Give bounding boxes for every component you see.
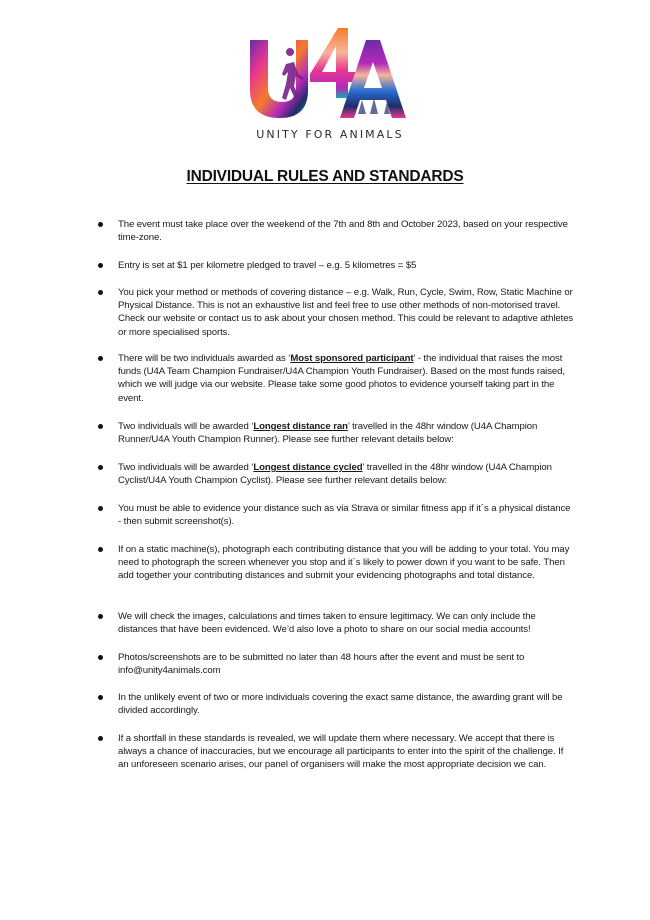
- rule-text-after: ’ travelled in the 48hr window (U4A Champion Cyclist/U4A Youth Champion Cyclist). Please see further relevant details below:: [118, 462, 552, 487]
- rule-text: You pick your method or methods of covering distance – e.g. Walk, Run, Cycle, Swim, Row, Static Machine or Physical Distance. This is not an exhaustive list and feel free to use other methods of non-motorised travel. Check our website or contact us to ask about your chosen method. This could be relevant to adaptive athletes or more specialised sports.: [118, 287, 574, 338]
- bullet-icon: [98, 222, 103, 227]
- rule-text-before: Two individuals will be awarded ‘: [118, 421, 254, 432]
- bullet-icon: [98, 424, 103, 429]
- bullet-icon: [98, 736, 103, 741]
- rule-text-before: Two individuals will be awarded ‘: [118, 462, 254, 473]
- rule-text: The event must take place over the weekend of the 7th and 8th and October 2023, based on your respective time-zone.: [118, 219, 568, 244]
- bullet-icon: [98, 263, 103, 268]
- logo-tagline: UNITY FOR ANIMALS: [256, 128, 404, 141]
- bullet-icon: [98, 290, 103, 295]
- bullet-icon: [98, 356, 103, 361]
- document-title: INDIVIDUAL RULES AND STANDARDS: [186, 168, 464, 185]
- rule-text-before: There will be two individuals awarded as ‘: [118, 353, 291, 364]
- award-most-sponsored-participant: Most sponsored participant: [290, 353, 414, 364]
- rule-text: You must be able to evidence your distance such as via Strava or similar fitness app if it´s a physical distance - then submit screenshot(s).: [118, 503, 571, 528]
- rule-text-after: ’ - the individual that raises the most funds (U4A Team Champion Fundraiser/U4A Champion Youth Fundraiser). Based on the most funds raised, which we will judge via our website. Please take some good photos to evidence yourself taking part in the event.: [118, 353, 565, 404]
- bullet-icon: [98, 465, 103, 470]
- award-longest-distance-ran: Longest distance ran: [253, 421, 348, 432]
- rule-text: Entry is set at $1 per kilometre pledged to travel – e.g. 5 kilometres = $5: [118, 260, 417, 271]
- u4a-logo: [246, 26, 408, 124]
- rule-text: We will check the images, calculations and times taken to ensure legitimacy. We can only include the distances that have been evidenced. We’d also love a photo to share on our social media accounts!: [118, 611, 536, 636]
- rule-text: [118, 461, 576, 487]
- rule-text-after: ’ travelled in the 48hr window (U4A Champion Runner/U4A Youth Champion Runner). Please see further relevant details below:: [118, 421, 538, 446]
- bullet-icon: [98, 655, 103, 660]
- rule-text: If a shortfall in these standards is revealed, we will update them where necessary. We accept that there is always a chance of inaccuracies, but we encourage all participants to enter into the spirit of the challenge. If an unforeseen scenario arises, our panel of organisers will make the most appropriate decision we can.: [118, 733, 564, 771]
- bullet-icon: [98, 695, 103, 700]
- bullet-icon: [98, 506, 103, 511]
- rule-text: Photos/screenshots are to be submitted no later than 48 hours after the event and must be sent to info@unity4animals.com: [118, 652, 525, 677]
- rule-text: [118, 420, 576, 446]
- rule-text: If on a static machine(s), photograph each contributing distance that you will be adding to your total. You may need to photograph the screen whenever you stop and it´s likely to power down if you want to be safe. Then add together your contributing distances and submit your evidencing photographs and total distance.: [118, 544, 570, 582]
- bullet-icon: [98, 547, 103, 552]
- rule-text: [118, 352, 576, 405]
- award-longest-distance-cycled: Longest distance cycled: [253, 462, 363, 473]
- u4a-logo-mark-icon: [246, 26, 408, 124]
- rule-text: In the unlikely event of two or more individuals covering the exact same distance, the awarding grant will be divided accordingly.: [118, 692, 563, 717]
- bullet-icon: [98, 614, 103, 619]
